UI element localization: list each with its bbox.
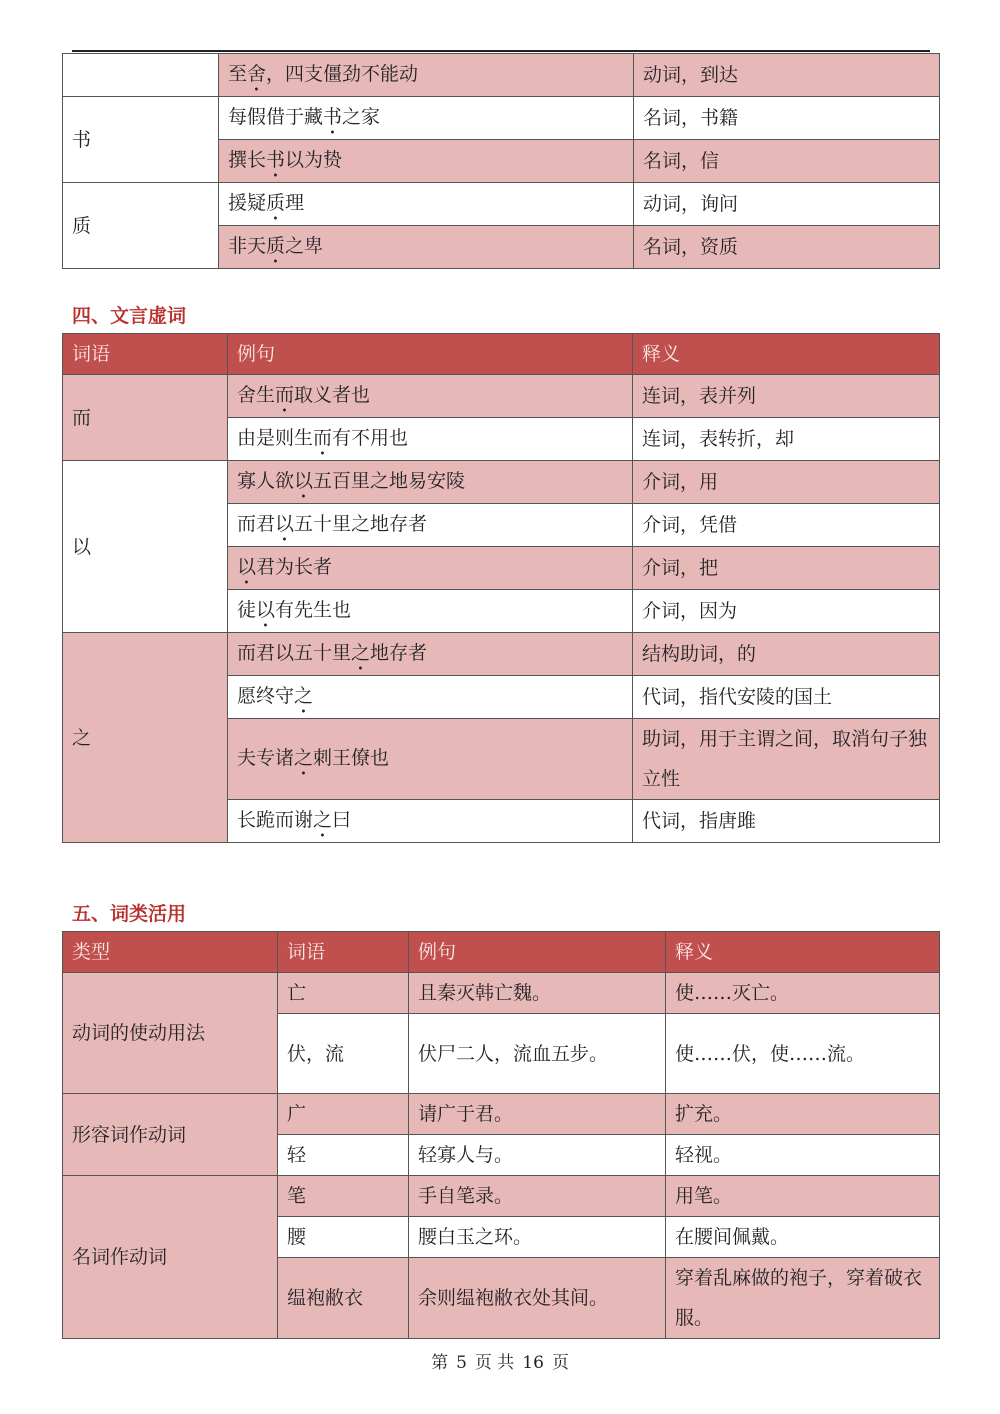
type-cell: 动词的使动用法	[63, 973, 278, 1094]
footer-text: 第	[431, 1353, 449, 1373]
sentence-text: 之家	[342, 106, 381, 128]
word-cell: 质	[63, 183, 219, 269]
table-content-words	[62, 53, 940, 269]
meaning-cell: 名词，资质	[634, 226, 940, 269]
sentence-text: 徒	[237, 599, 257, 621]
column-header: 例句	[228, 334, 633, 375]
meaning-cell: 名词，书籍	[634, 97, 940, 140]
sentence-text: 由是则生	[237, 427, 314, 449]
word-cell: 轻	[278, 1135, 409, 1176]
emphasized-character: 以	[294, 470, 314, 492]
word-cell: 之	[63, 633, 228, 843]
footer-text: 页	[551, 1353, 569, 1373]
sentence-text: 君为长者	[256, 556, 333, 578]
section-heading-word-class: 五、词类活用	[72, 903, 187, 925]
column-header: 词语	[63, 334, 228, 375]
example-sentence-cell: 轻寡人与。	[409, 1135, 666, 1176]
example-sentence-cell	[219, 54, 634, 97]
page-footer	[0, 1348, 1000, 1373]
example-sentence-cell: 余则缊袍敝衣处其间。	[409, 1258, 666, 1339]
emphasized-character: 书	[266, 149, 286, 171]
word-cell: 书	[63, 97, 219, 183]
word-cell: 缊袍敝衣	[278, 1258, 409, 1339]
sentence-text: 援疑	[228, 192, 267, 214]
example-sentence-cell: 伏尸二人，流血五步。	[409, 1014, 666, 1094]
sentence-text: 非天	[228, 235, 267, 257]
word-cell: 亡	[278, 973, 409, 1014]
sentence-text: 地存者	[370, 642, 428, 664]
meaning-cell: 穿着乱麻做的袍子，穿着破衣服。	[666, 1258, 940, 1339]
example-sentence-cell	[228, 547, 633, 590]
emphasized-character: 之	[351, 642, 371, 664]
sentence-text: 长跪而谢	[237, 809, 314, 831]
emphasized-character: 以	[275, 513, 295, 535]
emphasized-character: 以	[256, 599, 276, 621]
emphasized-character: 质	[266, 192, 286, 214]
top-rule	[72, 50, 930, 52]
meaning-cell: 名词，信	[634, 140, 940, 183]
example-sentence-cell	[228, 375, 633, 418]
sentence-text: 寡人欲	[237, 470, 295, 492]
table-function-words	[62, 333, 940, 843]
example-sentence-cell: 手自笔录。	[409, 1176, 666, 1217]
sentence-text: 有不用也	[332, 427, 409, 449]
meaning-cell: 介词，因为	[633, 590, 940, 633]
meaning-cell: 使……伏，使……流。	[666, 1014, 940, 1094]
sentence-text: 之卑	[285, 235, 324, 257]
sentence-text: 五十里之地存者	[294, 513, 428, 535]
section-heading-function-words: 四、文言虚词	[72, 305, 187, 327]
word-cell: 笔	[278, 1176, 409, 1217]
column-header: 类型	[63, 932, 278, 973]
sentence-text: 取义者也	[294, 384, 371, 406]
meaning-cell: 助词，用于主谓之间，取消句子独立性	[633, 719, 940, 800]
meaning-cell: 介词，用	[633, 461, 940, 504]
sentence-text: 而君	[237, 513, 276, 535]
type-cell: 形容词作动词	[63, 1094, 278, 1176]
emphasized-character: 之	[313, 809, 333, 831]
header-row	[63, 334, 940, 375]
example-sentence-cell	[228, 676, 633, 719]
emphasized-character: 之	[294, 747, 314, 769]
example-sentence-cell: 腰白玉之环。	[409, 1217, 666, 1258]
table-word-class-usage	[62, 931, 940, 1339]
meaning-cell: 动词，询问	[634, 183, 940, 226]
example-sentence-cell	[228, 418, 633, 461]
example-sentence-cell	[228, 504, 633, 547]
sentence-text: 理	[285, 192, 305, 214]
example-sentence-cell	[228, 719, 633, 800]
meaning-cell: 连词，表并列	[633, 375, 940, 418]
sentence-text: 愿终守	[237, 685, 295, 707]
example-sentence-cell	[228, 800, 633, 843]
meaning-cell: 扩充。	[666, 1094, 940, 1135]
sentence-text: 而君以五十里	[237, 642, 352, 664]
word-cell: 以	[63, 461, 228, 633]
column-header: 释义	[633, 334, 940, 375]
sentence-text: 至	[228, 63, 248, 85]
meaning-cell: 动词，到达	[634, 54, 940, 97]
sentence-text: 五百里之地易安陵	[313, 470, 466, 492]
footer-text: 页 共	[474, 1353, 515, 1373]
example-sentence-cell	[228, 461, 633, 504]
example-sentence-cell	[219, 183, 634, 226]
header-row	[63, 932, 940, 973]
meaning-cell: 结构助词，的	[633, 633, 940, 676]
example-sentence-cell	[228, 633, 633, 676]
table-row	[63, 1094, 940, 1135]
sentence-text: 夫专诸	[237, 747, 295, 769]
column-header: 例句	[409, 932, 666, 973]
table-row	[63, 183, 940, 226]
example-sentence-cell	[219, 97, 634, 140]
meaning-cell: 介词，凭借	[633, 504, 940, 547]
word-cell: 伏，流	[278, 1014, 409, 1094]
emphasized-character: 书	[323, 106, 343, 128]
emphasized-character: 之	[294, 685, 314, 707]
meaning-cell: 连词，表转折，却	[633, 418, 940, 461]
example-sentence-cell	[228, 590, 633, 633]
sentence-text: 曰	[332, 809, 352, 831]
meaning-cell: 代词，指代安陵的国土	[633, 676, 940, 719]
sentence-text: 有先生也	[275, 599, 352, 621]
emphasized-character: 质	[266, 235, 286, 257]
meaning-cell: 代词，指唐雎	[633, 800, 940, 843]
table-row	[63, 461, 940, 504]
table-row	[63, 97, 940, 140]
meaning-cell: 介词，把	[633, 547, 940, 590]
emphasized-character: 而	[313, 427, 333, 449]
sentence-text: 撰长	[228, 149, 267, 171]
column-header: 释义	[666, 932, 940, 973]
word-cell: 而	[63, 375, 228, 461]
page-number: 5	[456, 1353, 467, 1373]
word-cell	[63, 54, 219, 97]
meaning-cell: 在腰间佩戴。	[666, 1217, 940, 1258]
table-row	[63, 375, 940, 418]
meaning-cell: 用笔。	[666, 1176, 940, 1217]
example-sentence-cell: 请广于君。	[409, 1094, 666, 1135]
sentence-text: 刺王僚也	[313, 747, 390, 769]
emphasized-character: 而	[275, 384, 295, 406]
emphasized-character: 舍	[247, 63, 267, 85]
table-row	[63, 973, 940, 1014]
emphasized-character: 以	[237, 556, 257, 578]
example-sentence-cell	[219, 140, 634, 183]
sentence-text: ，四支僵劲不能动	[266, 63, 419, 85]
meaning-cell: 轻视。	[666, 1135, 940, 1176]
table-row	[63, 54, 940, 97]
word-cell: 腰	[278, 1217, 409, 1258]
total-pages: 16	[522, 1353, 544, 1373]
example-sentence-cell: 且秦灭韩亡魏。	[409, 973, 666, 1014]
sentence-text: 每假借于藏	[228, 106, 324, 128]
table-row	[63, 1176, 940, 1217]
example-sentence-cell	[219, 226, 634, 269]
sentence-text: 以为贽	[285, 149, 343, 171]
word-cell: 广	[278, 1094, 409, 1135]
meaning-cell: 使……灭亡。	[666, 973, 940, 1014]
sentence-text: 舍生	[237, 384, 276, 406]
table-row	[63, 633, 940, 676]
type-cell: 名词作动词	[63, 1176, 278, 1339]
column-header: 词语	[278, 932, 409, 973]
